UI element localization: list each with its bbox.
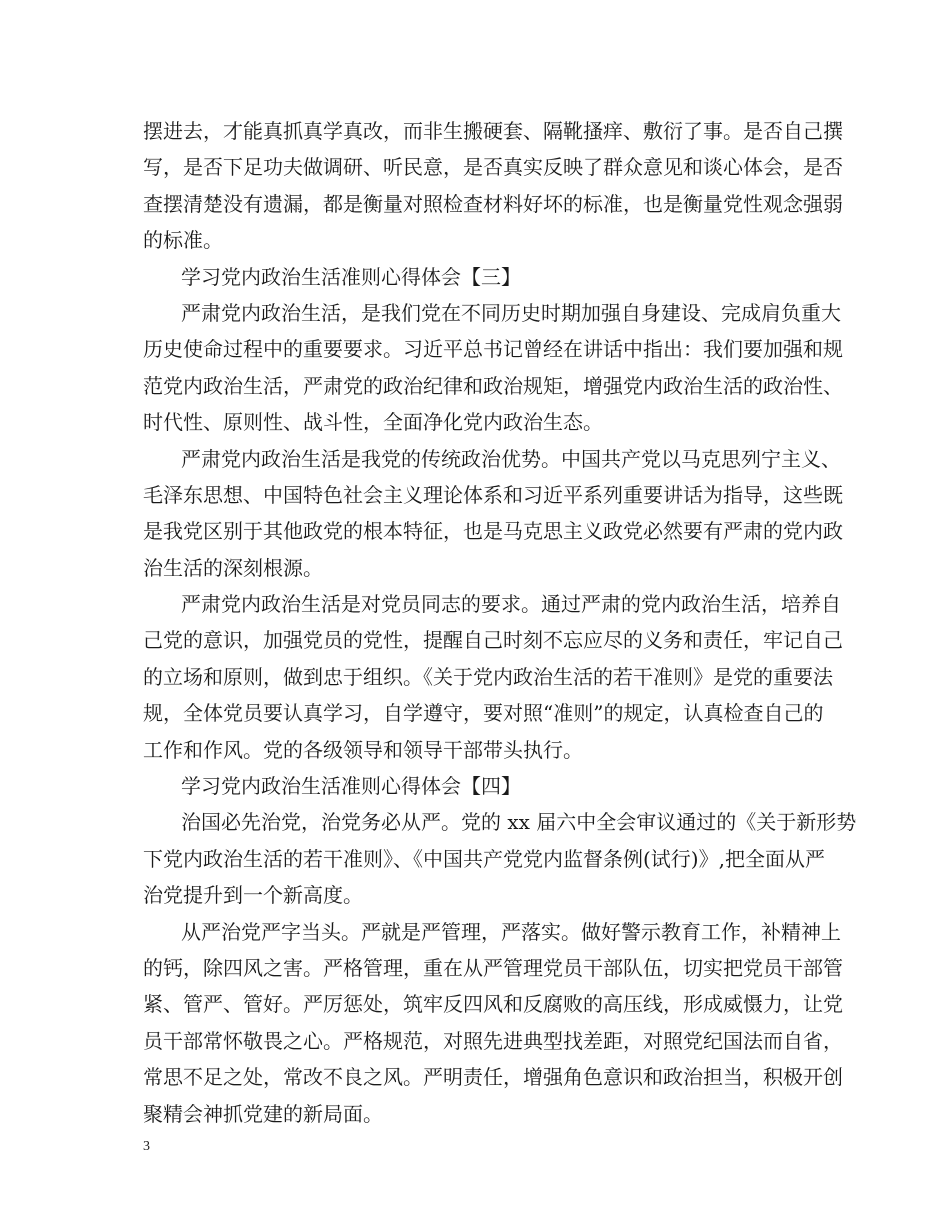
text-line: 治生活的深刻根源。 [143, 555, 323, 580]
text-line: 严肃党内政治生活，是我们党在不同历史时期加强自身建设、完成肩负重大 [181, 300, 841, 325]
text-line: 写，是否下足功夫做调研、听民意，是否真实反映了群众意见和谈心体会，是否 [143, 155, 843, 180]
text-line: 治党提升到一个新高度。 [143, 883, 363, 908]
text-line: 历史使命过程中的重要要求。习近平总书记曾经在讲话中指出：我们要加强和规 [143, 337, 843, 362]
text-line: 从严治党严字当头。严就是严管理，严落实。做好警示教育工作，补精神上 [181, 919, 841, 944]
text-line: 查摆清楚没有遗漏，都是衡量对照检查材料好坏的标准，也是衡量党性观念强弱 [143, 191, 843, 216]
text-line: 己党的意识，加强党员的党性，提醒自己时刻不忘应尽的义务和责任，牢记自己 [143, 628, 843, 653]
text-line: 聚精会神抓党建的新局面。 [143, 1101, 383, 1126]
text-line: 时代性、原则性、战斗性，全面净化党内政治生态。 [143, 410, 603, 435]
text-line: 范党内政治生活，严肃党的政治纪律和政治规矩，增强党内政治生活的政治性、 [143, 373, 843, 398]
text-line: 的钙，除四风之害。严格管理，重在从严管理党员干部队伍，切实把党员干部管 [143, 955, 843, 980]
section-heading: 学习党内政治生活准则心得体会【三】 [181, 264, 521, 289]
text-line: 严肃党内政治生活是我党的传统政治优势。中国共产党以马克思列宁主义、 [181, 446, 841, 471]
text-line: 员干部常怀敬畏之心。严格规范，对照先进典型找差距，对照党纪国法而自省， [143, 1028, 843, 1053]
page-number: 3 [143, 1139, 150, 1154]
document-body [143, 113, 857, 1132]
text-line: 是我党区别于其他政党的根本特征，也是马克思主义政党必然要有严肃的党内政 [143, 519, 843, 544]
text-line: 常思不足之处，常改不良之风。严明责任，增强角色意识和政治担当，积极开创 [143, 1065, 843, 1090]
text-line: 的标准。 [143, 228, 223, 253]
text-line: 毛泽东思想、中国特色社会主义理论体系和习近平系列重要讲话为指导，这些既 [143, 482, 843, 507]
text-line: 规，全体党员要认真学习，自学遵守，要对照“准则”的规定，认真检查自己的 [143, 701, 824, 726]
text-line: 治国必先治党，治党务必从严。党的 xx 届六中全会审议通过的《关于新形势 [181, 810, 857, 835]
text-line: 严肃党内政治生活是对党员同志的要求。通过严肃的党内政治生活，培养自 [181, 592, 841, 617]
text-line: 工作和作风。党的各级领导和领导干部带头执行。 [143, 737, 583, 762]
section-heading: 学习党内政治生活准则心得体会【四】 [181, 774, 521, 799]
text-line: 紧、管严、管好。严厉惩处，筑牢反四风和反腐败的高压线，形成威慑力，让党 [143, 992, 843, 1017]
text-line: 下党内政治生活的若干准则》、《中国共产党党内监督条例(试行)》,把全面从严 [143, 846, 825, 871]
text-line: 摆进去，才能真抓真学真改，而非生搬硬套、隔靴搔痒、敷衍了事。是否自己撰 [143, 119, 843, 143]
text-line: 的立场和原则，做到忠于组织。《关于党内政治生活的若干准则》是党的重要法 [143, 664, 833, 689]
